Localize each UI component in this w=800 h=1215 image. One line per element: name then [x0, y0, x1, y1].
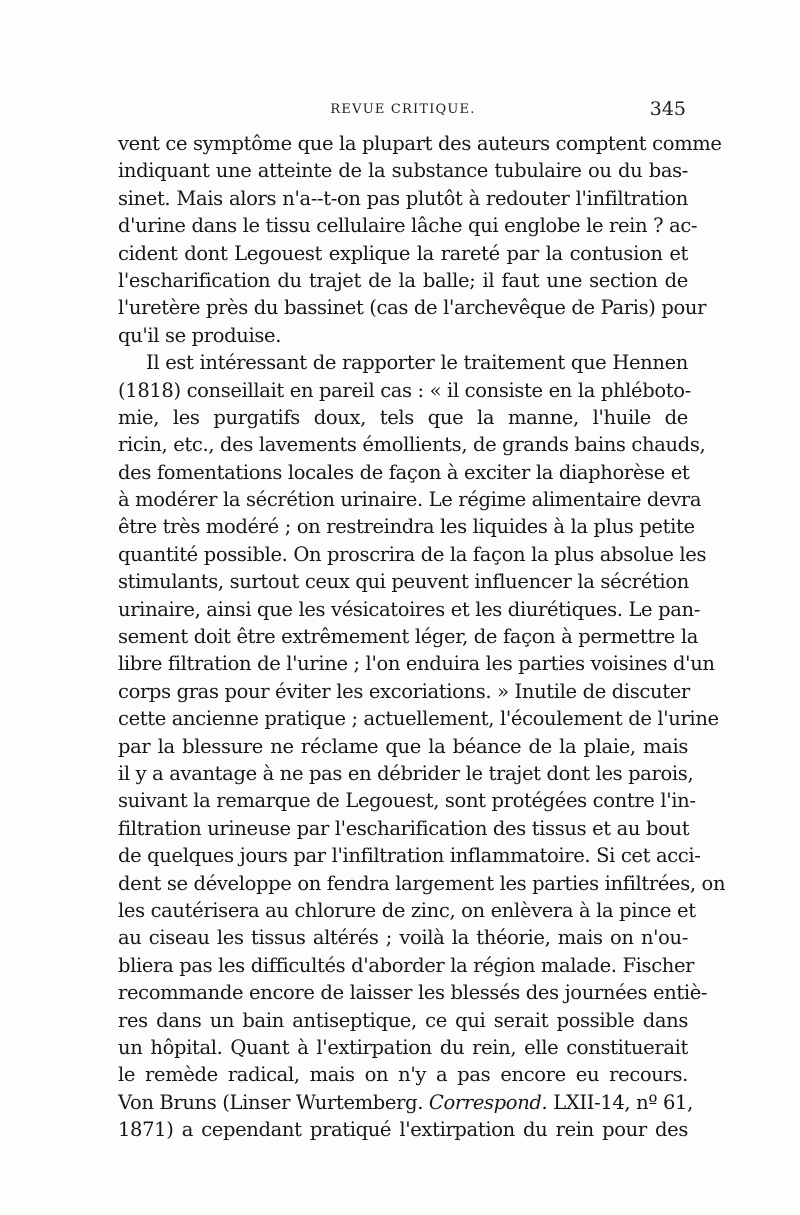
- text-line: res dans un bain antiseptique, ce qui serait possible dans: [118, 1008, 688, 1032]
- text-line: libre filtration de l'urine ; l'on enduira les parties voisines d'un: [118, 652, 715, 676]
- text-line: il y a avantage à ne pas en débrider le trajet dont les parois,: [118, 761, 694, 785]
- text-line: de quelques jours par l'infiltration inflammatoire. Si cet acci-: [118, 844, 701, 868]
- text-line: suivant la remarque de Legouest, sont protégées contre l'in-: [118, 789, 696, 813]
- text-line: un hôpital. Quant à l'extirpation du rein, elle constituerait: [118, 1035, 688, 1059]
- text-line: au ciseau les tissus altérés ; voilà la théorie, mais on n'ou-: [118, 926, 688, 950]
- text-line: stimulants, surtout ceux qui peuvent influencer la sécrétion: [118, 570, 689, 594]
- text-line: qu'il se produise.: [118, 323, 282, 347]
- text-line: quantité possible. On proscrira de la façon la plus absolue les: [118, 542, 707, 566]
- citation-line: [118, 1089, 693, 1116]
- text-line: sinet. Mais alors n'a--t-on pas plutôt à redouter l'infiltration: [118, 186, 688, 210]
- text-line: corps gras pour éviter les excoriations. » Inutile de discuter: [118, 679, 690, 703]
- paragraph-start-line: Il est intéressant de rapporter le traitement que Hennen: [146, 351, 688, 375]
- text-line: les cautérisera au chlorure de zinc, on enlèvera à la pince et: [118, 898, 696, 922]
- text-line: à modérer la sécrétion urinaire. Le régime alimentaire devra: [118, 488, 702, 512]
- text-line: d'urine dans le tissu cellulaire lâche qui englobe le rein ? ac-: [118, 214, 698, 238]
- text-line: (1818) conseillait en pareil cas : « il consiste en la phlébotо-: [118, 378, 691, 402]
- text-line: l'uretère près du bassinet (cas de l'archevêque de Paris) pour: [118, 296, 707, 320]
- running-title: REVUE CRITIQUE.: [330, 102, 476, 117]
- text-line: par la blessure ne réclame que la béance de la plaie, mais: [118, 734, 688, 758]
- text-line: sement doit être extrêmement léger, de façon à permettre la: [118, 625, 698, 649]
- body-text: [118, 130, 726, 1143]
- text-line: mie, les purgatifs doux, tels que la manne, l'huile de: [118, 405, 688, 429]
- text-line: être très modéré ; on restreindra les liquides à la plus petite: [118, 515, 695, 539]
- text-line: vent ce symptôme que la plupart des auteurs comptent comme: [118, 132, 722, 155]
- text-line: indiquant une atteinte de la substance tubulaire ou du bas-: [118, 159, 688, 183]
- text-line: cette ancienne pratique ; actuellement, l'écoulement de l'urine: [118, 707, 719, 731]
- text-line: cident dont Legouest explique la rareté par la contusion et: [118, 241, 688, 265]
- text-line: filtration urineuse par l'escharification des tissus et au bout: [118, 816, 690, 840]
- text-line: ricin, etc., des lavements émollients, de grands bains chauds,: [118, 433, 706, 457]
- text-line: l'escharification du trajet de la balle; il faut une section de: [118, 268, 688, 292]
- text-line: des fomentations locales de façon à exciter la diaphorèse et: [118, 460, 690, 484]
- text-line: 1871) a cependant pratiqué l'extirpation du rein pour des: [118, 1118, 688, 1142]
- citation-reference: LXII-14, nº 61,: [547, 1090, 693, 1114]
- citation-text: Von Bruns (Linser Wurtemberg.: [118, 1090, 429, 1114]
- text-line: urinaire, ainsi que les vésicatoires et les diurétiques. Le pan-: [118, 597, 700, 621]
- page-number: 345: [649, 98, 686, 120]
- text-line: bliera pas les difficultés d'aborder la région malade. Fischer: [118, 953, 695, 977]
- text-line: le remède radical, mais on n'y a pas encore eu recours.: [118, 1063, 688, 1087]
- text-line: recommande encore de laisser les blessés des journées entiè-: [118, 981, 708, 1005]
- page-header: [120, 98, 686, 126]
- journal-title: Correspond.: [428, 1090, 548, 1114]
- text-line: dent se développe on fendra largement les parties infiltrées, on: [118, 871, 726, 895]
